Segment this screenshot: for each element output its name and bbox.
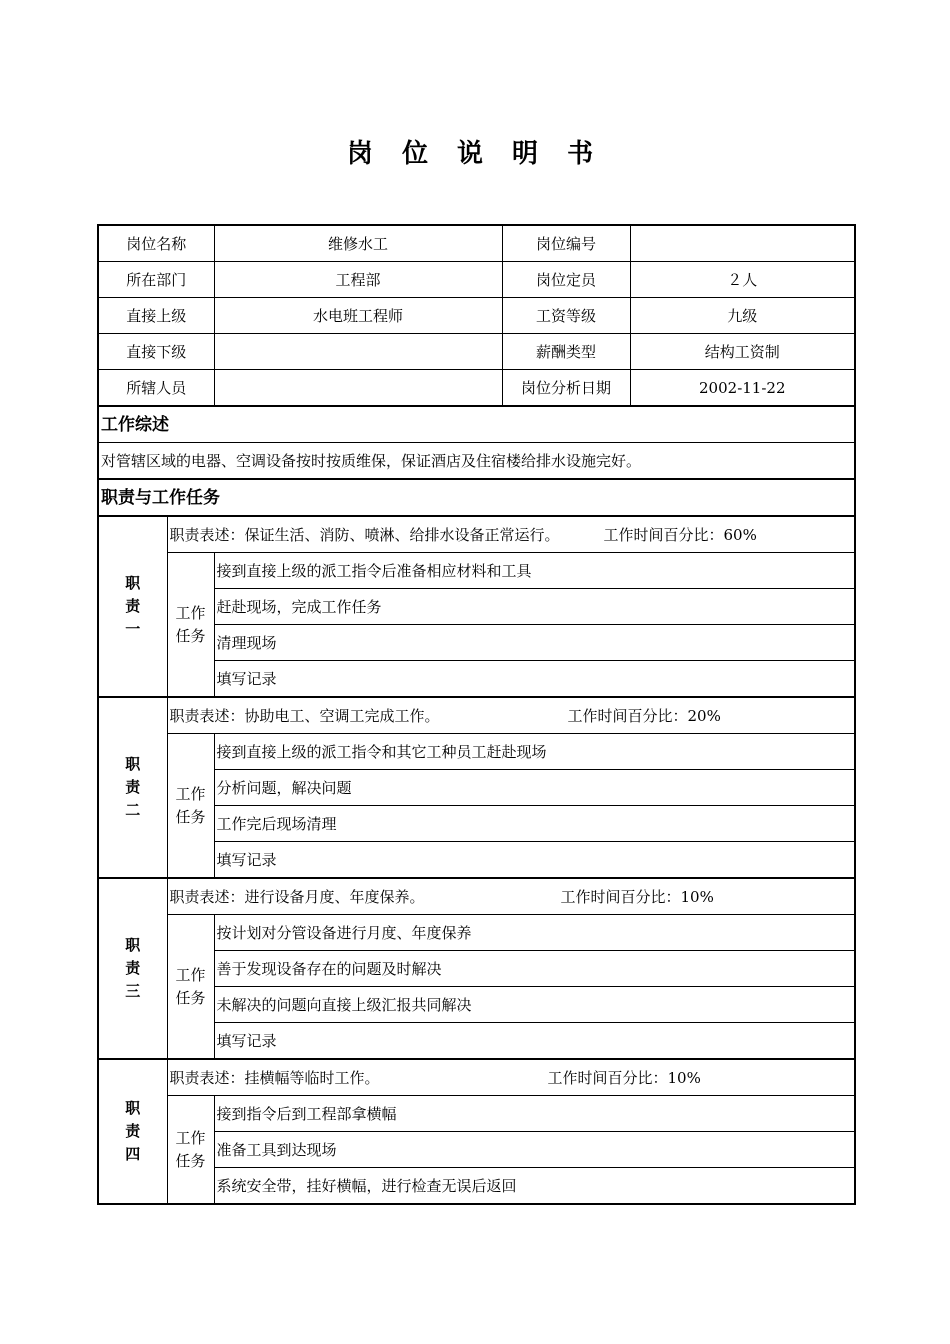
duty-label: [98, 1059, 167, 1204]
task-group-label-text: 工作: [175, 603, 206, 622]
duty-row: [98, 878, 855, 915]
duty-label-char: 职: [125, 936, 141, 954]
duty-label-char: 职: [125, 574, 141, 592]
duty-label-char: 二: [125, 801, 141, 819]
duty-label: [98, 697, 167, 878]
job-description-table: [97, 224, 856, 1205]
analysis-date-value: 2002-11-22: [630, 370, 855, 407]
position-name-value: 维修水工: [214, 225, 502, 262]
task-item: 接到指令后到工程部拿横幅: [214, 1096, 855, 1132]
task-item: 准备工具到达现场: [214, 1132, 855, 1168]
task-group-label-text: 工作: [175, 784, 206, 803]
duty-row: [98, 697, 855, 734]
pay-type-value: 结构工资制: [630, 334, 855, 370]
duty-time-percentage: 工作时间百分比：20%: [567, 706, 721, 725]
task-group-label-text: 任务: [175, 626, 206, 645]
duty-label-char: 责: [125, 959, 141, 977]
grade-value: 九级: [630, 298, 855, 334]
task-item: 接到直接上级的派工指令后准备相应材料和工具: [214, 553, 855, 589]
duty-description: 职责表述：挂横幅等临时工作。: [169, 1068, 380, 1087]
duty-label-char: 职: [125, 755, 141, 773]
task-item: 赶赴现场，完成工作任务: [214, 589, 855, 625]
task-item: 未解决的问题向直接上级汇报共同解决: [214, 987, 855, 1023]
staff-label: 所辖人员: [98, 370, 214, 407]
page-title: 岗 位 说 明 书: [346, 139, 604, 169]
duty-row: [98, 1059, 855, 1096]
quota-value: ２人: [630, 262, 855, 298]
dept-value: 工程部: [214, 262, 502, 298]
duty-label-char: 一: [125, 620, 141, 638]
duty-label-char: 责: [125, 597, 141, 615]
duty-label: [98, 878, 167, 1059]
duty-description-cell: [167, 697, 855, 734]
summary-text: 对管辖区域的电器、空调设备按时按质维保，保证酒店及住宿楼给排水设施完好。: [98, 443, 855, 480]
quota-label: 岗位定员: [502, 262, 630, 298]
duty-label-char: 职: [125, 1099, 141, 1117]
task-row: [98, 1096, 855, 1132]
task-group-label-text: 任务: [175, 807, 206, 826]
dept-label: 所在部门: [98, 262, 214, 298]
duty-time-percentage: 工作时间百分比：60%: [603, 525, 757, 544]
duty-description-cell: [167, 516, 855, 553]
summary-heading: 工作综述: [98, 406, 855, 443]
duty-label-char: 三: [125, 982, 141, 1000]
duty-label-char: 责: [125, 778, 141, 796]
task-item: 工作完后现场清理: [214, 806, 855, 842]
task-item: 接到直接上级的派工指令和其它工种员工赶赴现场: [214, 734, 855, 770]
task-group-label-text: 工作: [175, 965, 206, 984]
task-group-label-text: 任务: [175, 988, 206, 1007]
duty-description: 职责表述：保证生活、消防、喷淋、给排水设备正常运行。: [169, 525, 560, 544]
position-no-label: 岗位编号: [502, 225, 630, 262]
task-group-label: [167, 915, 214, 1060]
task-item: 按计划对分管设备进行月度、年度保养: [214, 915, 855, 951]
task-group-label-text: 工作: [175, 1128, 206, 1147]
subordinate-value: [214, 334, 502, 370]
task-item: 填写记录: [214, 661, 855, 698]
duty-description: 职责表述：进行设备月度、年度保养。: [169, 887, 425, 906]
duty-label-char: 责: [125, 1122, 141, 1140]
task-row: [98, 915, 855, 951]
duty-description-cell: [167, 878, 855, 915]
analysis-date-label: 岗位分析日期: [502, 370, 630, 407]
grade-label: 工资等级: [502, 298, 630, 334]
task-row: [98, 734, 855, 770]
duty-description: 职责表述：协助电工、空调工完成工作。: [169, 706, 440, 725]
duty-time-percentage: 工作时间百分比：10%: [560, 887, 714, 906]
duty-label: [98, 516, 167, 697]
duty-row: [98, 516, 855, 553]
task-group-label: [167, 734, 214, 879]
staff-value: [214, 370, 502, 407]
superior-label: 直接上级: [98, 298, 214, 334]
duty-time-percentage: 工作时间百分比：10%: [547, 1068, 701, 1087]
task-item: 填写记录: [214, 1023, 855, 1060]
task-group-label: [167, 553, 214, 698]
duty-description-cell: [167, 1059, 855, 1096]
task-item: 系统安全带，挂好横幅，进行检查无误后返回: [214, 1168, 855, 1205]
duty-label-char: 四: [125, 1145, 141, 1163]
task-row: [98, 553, 855, 589]
position-name-label: 岗位名称: [98, 225, 214, 262]
task-group-label-text: 任务: [175, 1151, 206, 1170]
position-no-value: [630, 225, 855, 262]
duties-heading: 职责与工作任务: [98, 479, 855, 516]
subordinate-label: 直接下级: [98, 334, 214, 370]
task-item: 善于发现设备存在的问题及时解决: [214, 951, 855, 987]
pay-type-label: 薪酬类型: [502, 334, 630, 370]
task-item: 分析问题，解决问题: [214, 770, 855, 806]
task-item: 清理现场: [214, 625, 855, 661]
task-item: 填写记录: [214, 842, 855, 879]
task-group-label: [167, 1096, 214, 1205]
superior-value: 水电班工程师: [214, 298, 502, 334]
